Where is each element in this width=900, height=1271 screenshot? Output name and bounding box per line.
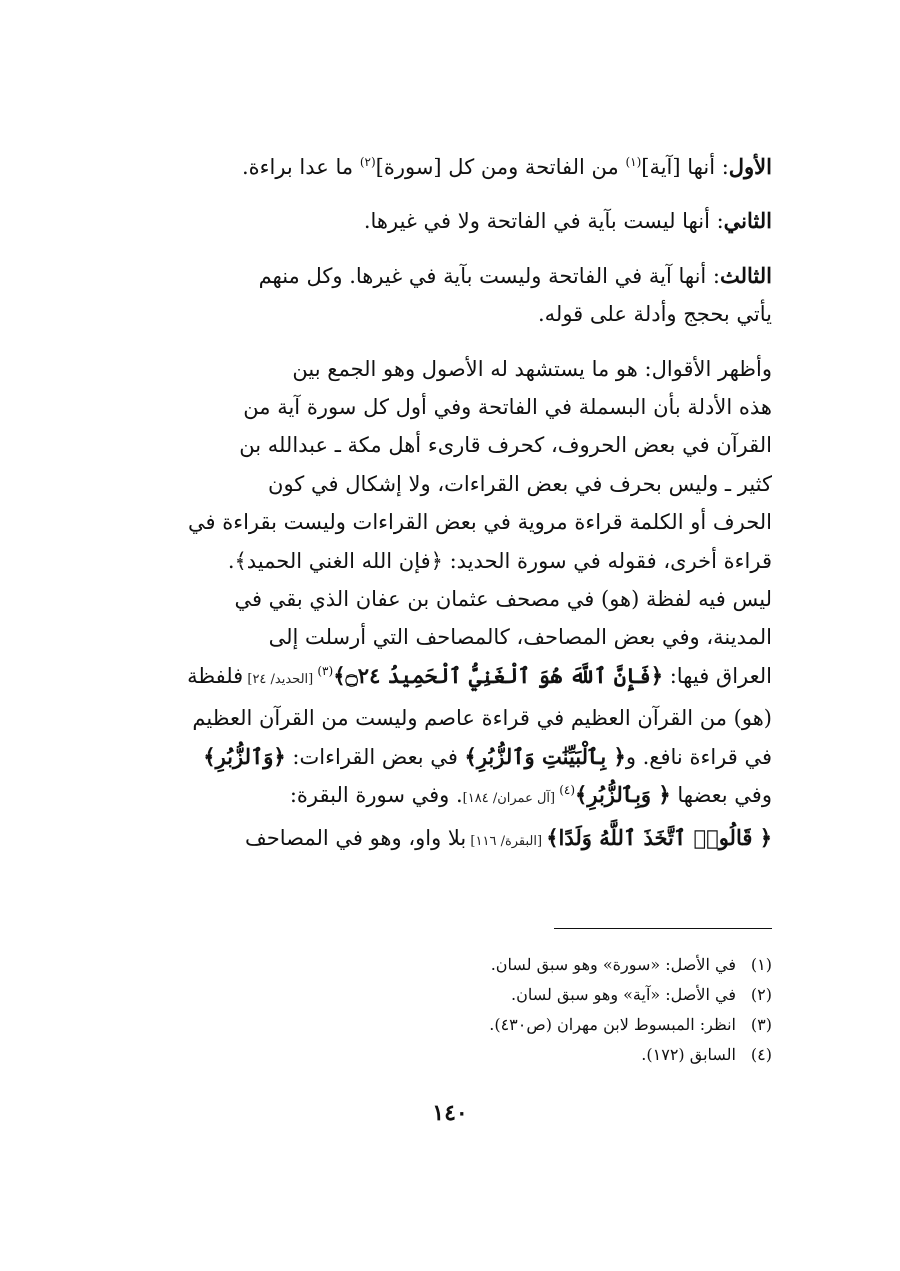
quran-verse: ﴿وَٱلزُّبُرِ﴾ [203,743,286,769]
verse-reference: [البقرة/ ١١٦] [466,833,547,849]
text-line: في قراءة نافع. و﴿ بِٱلْبَيِّنَٰتِ وَٱلزُّبُرِ﴾ في بعض القراءات: ﴿وَٱلزُّبُرِ﴾ [203,743,772,769]
footnote: (١)في الأصل: «سورة» وهو سبق لسان. [490,955,772,974]
verse-reference: [آل عمران/ ١٨٤] [462,791,560,807]
text-line: وأظهر الأقوال: هو ما يستشهد له الأصول وهو الجمع بين [292,356,772,381]
paragraph-second-opinion: الثاني: أنها ليست بآية في الفاتحة ولا في غيرها. [363,208,772,234]
footnote-divider [554,928,772,929]
text-line: ﴿ قَالُوا۟ ٱتَّخَذَ ٱللَّهُ وَلَدًا﴾ [البقرة/ ١١٦] بلا واو، وهو في المصاحف [244,824,772,850]
paragraph-third-continued: يأتي بحجج وأدلة على قوله. [538,302,772,327]
paragraph-third-opinion: الثالث: أنها آية في الفاتحة وليست بآية في غيرها. وكل منهم [258,262,772,288]
label-second: الثاني [723,208,772,234]
footnote-ref-4: (٤) [559,783,576,798]
text-line: هذه الأدلة بأن البسملة في الفاتحة وفي أول كل سورة آية من [243,395,772,420]
text-line: القرآن في بعض الحروف، كحرف قارىء أهل مكة ـ عبدالله بن [239,433,772,458]
footnote: (٣)انظر: المبسوط لابن مهران (ص٤٣٠). [489,1015,772,1034]
footnote: (٤)السابق (١٧٢). [641,1045,772,1064]
main-text [128,148,772,861]
footnote-ref-3: (٣) [317,663,334,678]
text-line: العراق فيها: ﴿فَإِنَّ ٱللَّهَ هُوَ ٱلْغَنِيُّ ٱلْحَمِيدُ ۝٢٤﴾$^{(٣)}$ [الحديد/ ٢٤] فلفظة [187,662,772,688]
page-number: ١٤٠ [432,1100,468,1126]
text-line: ليس فيه لفظة (هو) في مصحف عثمان بن عفان الذي بقي في [234,587,772,612]
text-line: قراءة أخرى، فقوله في سورة الحديد: ﴿فإن الله الغني الحميد﴾. [227,548,772,573]
footnotes [128,950,772,1070]
quran-verse: ﴿ بِٱلْبَيِّنَٰتِ وَٱلزُّبُرِ﴾ [464,743,626,769]
footnote-ref-2: (٢) [359,155,376,169]
footnote-ref-1: (١) [625,155,642,169]
text-line: كثير ـ وليس بحرف في بعض القراءات، ولا إشكال في كون [268,471,772,496]
quran-verse: ﴿ قَالُوا۟ ٱتَّخَذَ ٱللَّهُ وَلَدًا﴾ [546,824,772,850]
quran-verse: ﴿ وَبِٱلزُّبُرِ﴾ [575,782,671,808]
text-line: (هو) من القرآن العظيم في قراءة عاصم وليست من القرآن العظيم [192,706,772,731]
text-line: الحرف أو الكلمة قراءة مروية في بعض القراءات وليست بقراءة في [187,510,772,535]
verse-reference: [الحديد/ ٢٤] [243,671,318,687]
text-line: وفي بعضها ﴿ وَبِٱلزُّبُرِ﴾$^{(٤)}$ [آل عمران/ ١٨٤]. وفي سورة البقرة: [289,782,772,808]
text-line: المدينة، وفي بعض المصاحف، كالمصاحف التي أرسلت إلى [268,625,772,650]
footnote: (٢)في الأصل: «آية» وهو سبق لسان. [511,985,772,1004]
label-first: الأول [728,154,772,179]
quran-verse: ﴿فَإِنَّ ٱللَّهَ هُوَ ٱلْغَنِيُّ ٱلْحَمِيدُ ۝٢٤﴾ [333,662,664,688]
paragraph-first-opinion: الأول: أنها [آية]$^{(١)}$ من الفاتحة ومن كل [سورة]$^{(٢)}$ ما عدا براءة. [241,154,772,179]
label-third: الثالث [720,262,772,288]
